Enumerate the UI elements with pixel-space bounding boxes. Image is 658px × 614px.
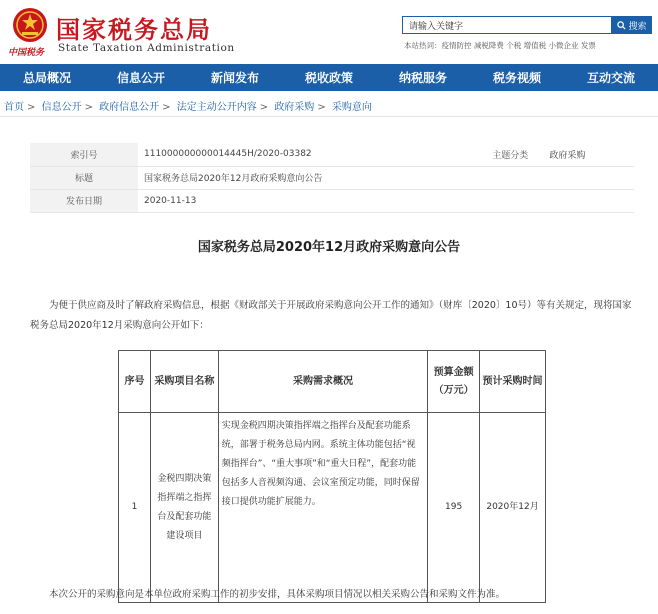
breadcrumb-separator: > (317, 102, 326, 113)
nav-item-video[interactable]: 税务视频 (492, 71, 541, 85)
breadcrumb-procurement[interactable]: 政府采购 (274, 102, 315, 113)
national-emblem-icon[interactable] (10, 6, 50, 44)
breadcrumb-statutory[interactable]: 法定主动公开内容 (176, 102, 257, 113)
breadcrumb-separator: > (162, 102, 171, 113)
table-row (119, 413, 546, 603)
cell-requirement: 实现金税四期决策指挥端之指挥台及配套功能系统，部署于税务总局内网。系统主体功能包括“视频指挥台”、“重大事项”和“重大日程”，配套功能包括多人音视频沟通、会议室预定功能，同时保留接口提供功能扩展能力。 (218, 413, 427, 603)
breadcrumb-home[interactable]: 首页 (4, 102, 24, 113)
breadcrumb (4, 98, 372, 113)
site-title[interactable]: 国家税务总局 (56, 16, 212, 44)
cell-name: 金税四期决策指挥端之指挥台及配套功能建设项目 (150, 413, 218, 603)
search-button[interactable] (612, 16, 652, 34)
col-header-requirement: 采购需求概况 (218, 351, 427, 413)
col-header-time: 预计采购时间 (480, 351, 546, 413)
meta-date-label: 发布日期 (30, 189, 138, 212)
hot-words[interactable]: 本站热词：疫情防控 减税降费 个税 增值税 小微企业 发票 (404, 41, 596, 50)
site-header (0, 0, 658, 64)
breadcrumb-separator: > (27, 102, 36, 113)
cell-no: 1 (119, 413, 151, 603)
meta-row (30, 143, 634, 166)
nav-item-overview[interactable]: 总局概况 (22, 71, 71, 85)
col-header-budget: 预算金额（万元） (428, 351, 480, 413)
nav-item-info-disclosure[interactable]: 信息公开 (116, 71, 165, 85)
main-nav (0, 64, 658, 91)
article-title: 国家税务总局2020年12月政府采购意向公告 (197, 240, 461, 255)
nav-item-interaction[interactable]: 互动交流 (586, 71, 635, 85)
table-header-row (119, 351, 546, 413)
nav-item-news[interactable]: 新闻发布 (210, 71, 259, 85)
col-header-name: 采购项目名称 (150, 351, 218, 413)
divider (0, 116, 658, 117)
meta-date-value: 2020-11-13 (138, 189, 634, 212)
meta-title-value: 国家税务总局2020年12月政府采购意向公告 (138, 166, 634, 189)
breadcrumb-intent[interactable]: 采购意向 (331, 102, 372, 113)
breadcrumb-separator: > (84, 102, 93, 113)
site-title-en: State Taxation Administration (58, 42, 235, 54)
breadcrumb-gov-info[interactable]: 政府信息公开 (99, 102, 160, 113)
meta-row (30, 166, 634, 189)
search-button-label: 搜索 (628, 21, 647, 32)
nav-item-tax-service[interactable]: 纳税服务 (398, 71, 447, 85)
meta-category-value: 政府采购 (543, 143, 634, 166)
procurement-table (118, 350, 546, 603)
meta-index-label: 索引号 (30, 143, 138, 166)
cell-budget: 195 (428, 413, 480, 603)
col-header-no: 序号 (119, 351, 151, 413)
meta-row (30, 189, 634, 212)
document-meta-table (30, 143, 634, 213)
article-footer-note: 本次公开的采购意向是本单位政府采购工作的初步安排，具体采购项目情况以相关采购公告和采购文件为准。 (49, 589, 506, 600)
meta-title-label: 标题 (30, 166, 138, 189)
cell-time: 2020年12月 (480, 413, 546, 603)
article-intro: 为便于供应商及时了解政府采购信息，根据《财政部关于开展政府采购意向公开工作的通知》（财库〔2020〕10号）等有关规定，现将国家税务总局2020年12月采购意向公开如下： (30, 300, 632, 331)
search-icon (617, 21, 626, 30)
nav-item-tax-policy[interactable]: 税收政策 (304, 71, 353, 85)
seal-script-logo: 中国税务 (8, 48, 45, 58)
meta-category-label: 主题分类 (477, 143, 543, 166)
breadcrumb-separator: > (259, 102, 269, 113)
meta-index-value: 111000000000014445H/2020-03382 (138, 143, 477, 166)
search-input[interactable]: 请输入关键字 (402, 16, 612, 34)
breadcrumb-info[interactable]: 信息公开 (41, 102, 82, 113)
